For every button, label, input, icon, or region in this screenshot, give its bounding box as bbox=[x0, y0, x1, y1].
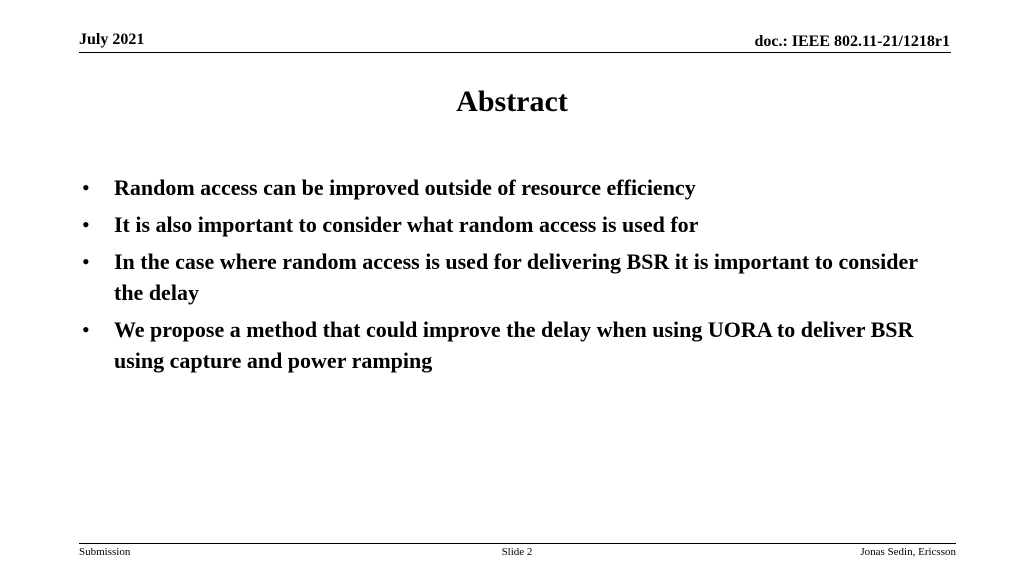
bullet-text: It is also important to consider what random access is used for bbox=[114, 212, 699, 237]
bullet-item bbox=[82, 172, 942, 203]
bullet-item bbox=[82, 314, 942, 376]
header-date: July 2021 bbox=[79, 31, 145, 48]
footer-divider bbox=[79, 543, 956, 544]
bullet-text: We propose a method that could improve the delay when using UORA to deliver BSR using capture and power ramping bbox=[114, 317, 914, 373]
bullet-icon: • bbox=[82, 212, 90, 237]
bullet-icon: • bbox=[82, 317, 90, 342]
footer-author: Jonas Sedin, Ericsson bbox=[860, 546, 956, 558]
footer-submission: Submission bbox=[79, 546, 131, 558]
header-doc-id: doc.: IEEE 802.11-21/1218r1 bbox=[754, 33, 950, 50]
bullet-item bbox=[82, 209, 942, 240]
header-divider bbox=[79, 52, 951, 53]
bullet-icon: • bbox=[82, 175, 90, 200]
bullet-list bbox=[82, 172, 942, 382]
bullet-text: In the case where random access is used for delivering BSR it is important to consider the delay bbox=[114, 249, 918, 305]
slide-title: Abstract bbox=[456, 85, 568, 118]
bullet-item bbox=[82, 246, 942, 308]
bullet-icon: • bbox=[82, 249, 90, 274]
bullet-text: Random access can be improved outside of resource efficiency bbox=[114, 175, 696, 200]
footer-slide-number: Slide 2 bbox=[501, 546, 533, 558]
